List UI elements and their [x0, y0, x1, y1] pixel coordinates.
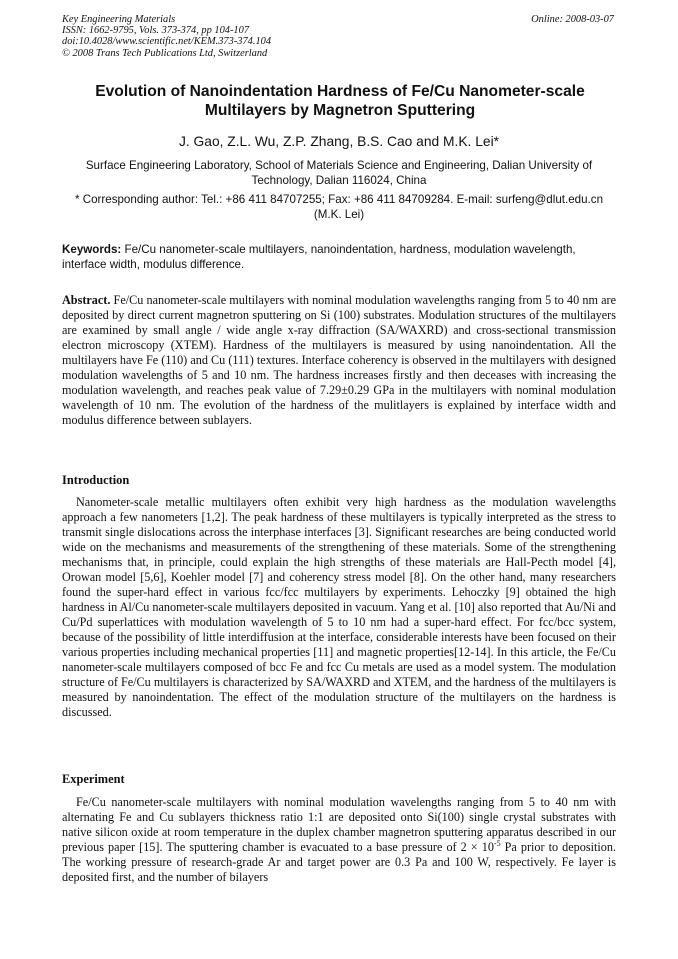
journal-name: Key Engineering Materials [62, 14, 176, 25]
experiment-text-b: Pa prior to deposition. The working pressure of research-grade Ar and target power are 0.3 Pa and 100 W, respectively. Fe layer is deposited first, and the number of bilayers [62, 840, 616, 884]
keywords [62, 242, 616, 272]
experiment-text-a: Fe/Cu nanometer-scale multilayers with nominal modulation wavelengths ranging from 5 to 40 nm with alternating Fe and Cu sublayers thickness ratio 1:1 are deposited onto Si(100) single crystal substrates with native silicon oxide at room temperature in the duplex chamber magnetron sputtering apparatus described in our previous paper [15]. The sputtering chamber is evacuated to a base pressure of 2 × 10 [62, 795, 616, 854]
corresponding-author: * Corresponding author: Tel.: +86 411 84707255; Fax: +86 411 84709284. E-mail: surfeng@dlut.edu.cn (M.K. Lei) [74, 193, 604, 221]
introduction-paragraph: Nanometer-scale metallic multilayers often exhibit very high hardness as the modulation wavelengths approach a few nanometers [1,2]. The peak hardness of these multilayers is typically interpreted as the stress to transmit single dislocations across the interphase interfaces [3]. Significant researches are being conducted world wide on the mechanisms and measurements of the strengthening of these materials. Some of the strengthening mechanisms that, in principle, could explain the high strengths of these materials are Hall-Pecth model [4], Orowan model [5,6], Koehler model [7] and coherency stress model [8]. On the other hand, many researchers found the super-hard effect in various fcc/fcc multilayers by experiments. Lehoczky [9] obtained the high hardness in Al/Cu nanometer-scale multilayers deposited in vacuum. Yang et al. [10] also reported that Au/Ni and Cu/Pd superlattices with modulation wavelength of 5 to 10 nm had a super-hard effect. For fcc/bcc system, because of the possibility of little interdiffusion at the interface, considerable interests have been focused on their various properties including mechanical properties [11] and magnetic properties[12-14]. In this article, the Fe/Cu nanometer-scale multilayers composed of bcc Fe and fcc Cu metals are used as a model system. The modulation structure of Fe/Cu multilayers is characterized by SA/WAXRD and XTEM, and the hardness of the multilayers is measured by nanoindentation. The effect of the modulation structure of the multilayers on the hardness is discussed. [62, 495, 616, 719]
author-list: J. Gao, Z.L. Wu, Z.P. Zhang, B.S. Cao and M.K. Lei* [178, 134, 500, 149]
issn-line: ISSN: 1662-9795, Vols. 373-374, pp 104-107 [62, 25, 250, 37]
keywords-label: Keywords: [62, 243, 122, 256]
copyright-line: © 2008 Trans Tech Publications Ltd, Switzerland [62, 47, 268, 59]
abstract-label: Abstract. [62, 293, 111, 307]
abstract [62, 293, 616, 428]
paper-title: Evolution of Nanoindentation Hardness of Fe/Cu Nanometer-scale Multilayers by Magnetron Sputtering [95, 83, 585, 119]
doi-line[interactable]: doi:10.4028/www.scientific.net/KEM.373-374.104 [62, 36, 272, 48]
keywords-text: Fe/Cu nanometer-scale multilayers, nanoindentation, hardness, modulation wavelength, interface width, modulus difference. [62, 243, 576, 271]
experiment-paragraph [62, 795, 616, 885]
introduction-heading: Introduction [62, 473, 130, 487]
online-date: Online: 2008-03-07 [531, 14, 614, 25]
experiment-heading: Experiment [62, 772, 125, 786]
pressure-exponent: -5 [493, 838, 501, 848]
abstract-text: Fe/Cu nanometer-scale multilayers with nominal modulation wavelengths ranging from 5 to 40 nm are deposited by direct current magnetron sputtering on Si (100) substrates. Modulation structures of the multilayers are examined by small angle / wide angle x-ray diffraction (SA/WAXRD) and cross-sectional transmission electron microscopy (XTEM). Hardness of the multilayers is measured by using nanoindentation. All the multilayers have Fe (110) and Cu (111) textures. Interface coherency is observed in the multilayers with designed modulation wavelengths of 5 and 10 nm. The hardness increases firstly and then deceases with increasing the modulation wavelength, and reaches peak value of 7.29±0.29 GPa in the multilayers with nominal modulation wavelength of 10 nm. The evolution of the hardness of the mulitlayers is explained by interface width and modulus difference between sublayers. [62, 293, 616, 427]
affiliation: Surface Engineering Laboratory, School of Materials Science and Engineering, Dalian University of Technology, Dalian 116024, China [85, 159, 593, 187]
journal-header [62, 14, 442, 59]
